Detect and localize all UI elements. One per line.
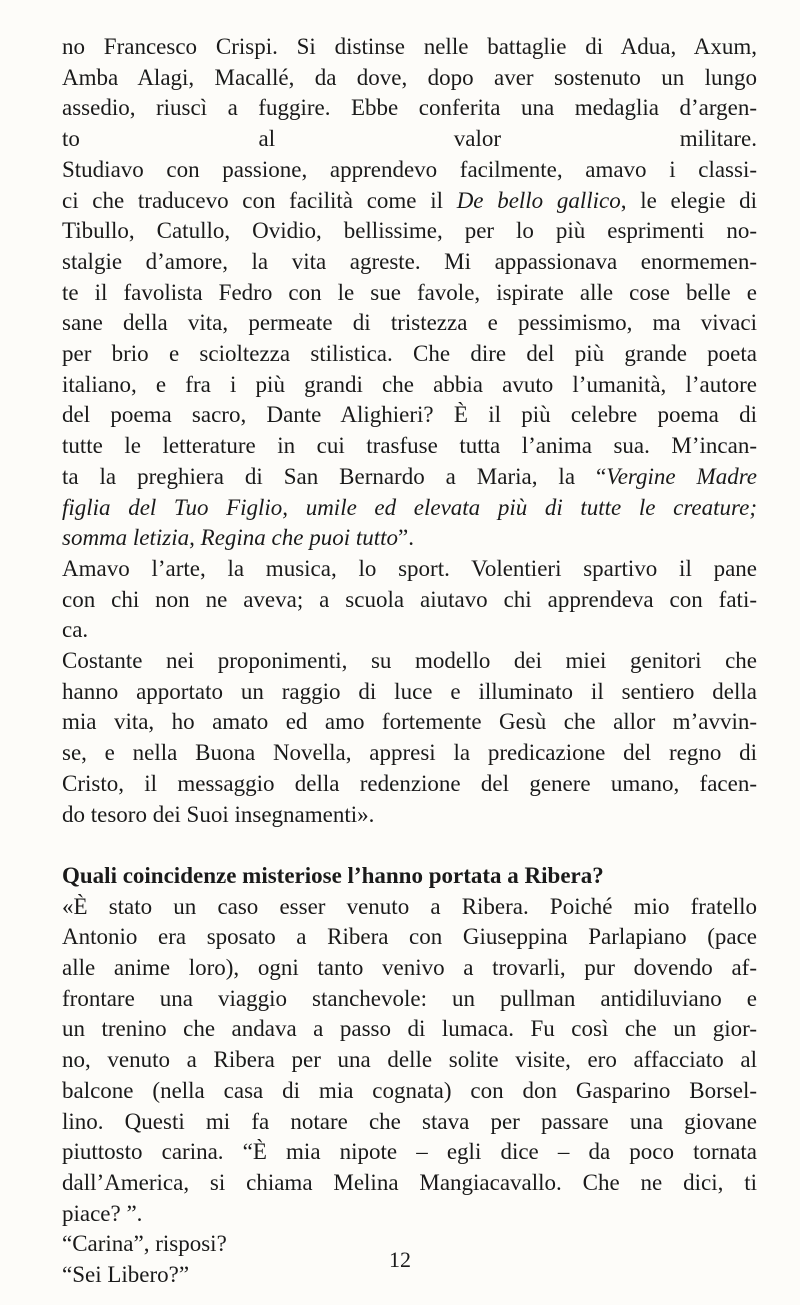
text-segment: piace? ”. (62, 1200, 143, 1226)
text-segment: Amba Alagi, Macallé, da dove, dopo aver sostenuto un lungo (62, 64, 757, 90)
text-segment: do tesoro dei Suoi insegnamenti». (62, 801, 375, 827)
text-segment: italiano, e fra i più grandi che abbia avuto l’umanità, l’autore (62, 371, 757, 397)
text-line (62, 523, 757, 554)
text-segment: alle anime loro), ogni tanto venivo a trovarli, pur dovendo af- (62, 955, 757, 981)
text-segment: Quali coincidenze misteriose l’hanno portata a Ribera? (62, 862, 604, 888)
text-segment: un trenino che andava a passo di lumaca. Fu così che un gior- (62, 1016, 757, 1042)
text-segment: “Carina”, risposi? (62, 1231, 227, 1257)
text-line (62, 186, 757, 217)
text-line (62, 1107, 757, 1138)
text-segment: no Francesco Crispi. Si distinse nelle battaglie di Adua, Axum, (62, 34, 757, 59)
section-heading (62, 861, 757, 892)
text-segment: Tibullo, Catullo, Ovidio, bellissime, per lo più esprimenti no- (62, 218, 757, 244)
text-line (62, 738, 757, 769)
italic-text: somma letizia, Regina che puoi tutto (62, 525, 399, 551)
text-line (62, 400, 757, 431)
text-segment: balcone (nella casa di mia cognata) con don Gasparino Borsel- (62, 1077, 757, 1103)
text-segment: dall’America, si chiama Melina Mangiacavallo. Che ne dici, ti (62, 1170, 757, 1195)
page-number: 12 (389, 1247, 411, 1272)
text-line (62, 585, 757, 616)
text-segment: con chi non ne aveva; a scuola aiutavo chi apprendeva con fati- (62, 586, 757, 612)
text-segment: te il favolista Fedro con le sue favole, ispirate alle cose belle e (62, 279, 757, 305)
text-segment: ”. (398, 525, 414, 551)
text-line (62, 308, 757, 339)
text-segment: frontare una viaggio stanchevole: un pullman antidiluviano e (62, 985, 757, 1011)
text-segment: Amavo l’arte, la musica, lo sport. Volentieri spartivo il pane (62, 555, 757, 581)
text-segment: “Sei Libero?” (62, 1262, 190, 1288)
text-segment: Antonio era sposato a Ribera con Giuseppina Parlapiano (pace (62, 924, 757, 950)
text-line (62, 800, 757, 831)
text-segment: Studiavo con passione, apprendevo facilmente, amavo i classi- (62, 156, 757, 182)
text-line (62, 677, 757, 708)
text-segment: , le elegie di (620, 187, 757, 213)
italic-text: De bello gallico (456, 187, 621, 213)
text-segment: no, venuto a Ribera per una delle solite visite, ero affacciato al (62, 1047, 757, 1073)
text-line (62, 554, 757, 585)
text-line (62, 1076, 757, 1107)
text-segment: ca. (62, 617, 89, 643)
text-segment: del poema sacro, Dante Alighieri? È il più celebre poema di (62, 402, 757, 428)
text-segment: stalgie d’amore, la vita agreste. Mi appassionava enormemen- (62, 248, 757, 274)
text-line (62, 1045, 757, 1076)
text-line (62, 93, 757, 124)
text-segment: piuttosto carina. “È mia nipote – egli dice – da poco tornata (62, 1139, 757, 1165)
text-segment: assedio, riuscì a fuggire. Ebbe conferita una medaglia d’argen- (62, 95, 757, 121)
text-line (62, 155, 757, 186)
text-line (62, 370, 757, 401)
text-segment: «È stato un caso esser venuto a Ribera. Poiché mio fratello (62, 893, 757, 919)
text-line (62, 462, 757, 493)
text-line (62, 1014, 757, 1045)
text-segment: mia vita, ho amato ed amo fortemente Gesù che allor m’avvin- (62, 709, 757, 735)
text-line (62, 922, 757, 953)
text-line (62, 646, 757, 677)
text-line (62, 431, 757, 462)
text-segment: ci che traducevo con facilità come il (62, 187, 457, 213)
text-line (62, 984, 757, 1015)
text-segment: lino. Questi mi fa notare che stava per passare una giovane (62, 1108, 757, 1134)
paragraph-gap (62, 830, 757, 861)
text-segment: Costante nei proponimenti, su modello dei miei genitori che (62, 648, 757, 674)
text-segment: Cristo, il messaggio della redenzione del genere umano, facen- (62, 770, 757, 796)
text-segment: per brio e scioltezza stilistica. Che dire del più grande poeta (62, 341, 757, 367)
book-page-text (62, 32, 757, 1291)
text-line (62, 32, 757, 63)
text-line (62, 1199, 757, 1230)
text-line (62, 124, 757, 155)
text-line (62, 63, 757, 94)
text-segment: ta la preghiera di San Bernardo a Maria, la “ (62, 463, 607, 489)
text-line (62, 493, 757, 524)
text-segment: tutte le letterature in cui trasfuse tutta l’anima sua. M’incan- (62, 433, 757, 459)
text-line (62, 769, 757, 800)
italic-text: figlia del Tuo Figlio, umile ed elevata più di tutte le creature; (62, 494, 757, 520)
text-line (62, 247, 757, 278)
text-segment: se, e nella Buona Novella, appresi la predicazione del regno di (62, 740, 757, 766)
text-line (62, 892, 757, 923)
text-line (62, 707, 757, 738)
text-segment: to al valor militare. (62, 126, 757, 152)
text-line (62, 1137, 757, 1168)
text-line (62, 278, 757, 309)
text-line (62, 339, 757, 370)
text-line (62, 216, 757, 247)
text-segment: hanno apportato un raggio di luce e illuminato il sentiero della (62, 678, 757, 704)
text-line (62, 953, 757, 984)
text-segment: sane della vita, permeate di tristezza e pessimismo, ma vivaci (62, 310, 757, 336)
text-line (62, 615, 757, 646)
text-line (62, 1168, 757, 1199)
italic-text: Vergine Madre (606, 463, 758, 489)
